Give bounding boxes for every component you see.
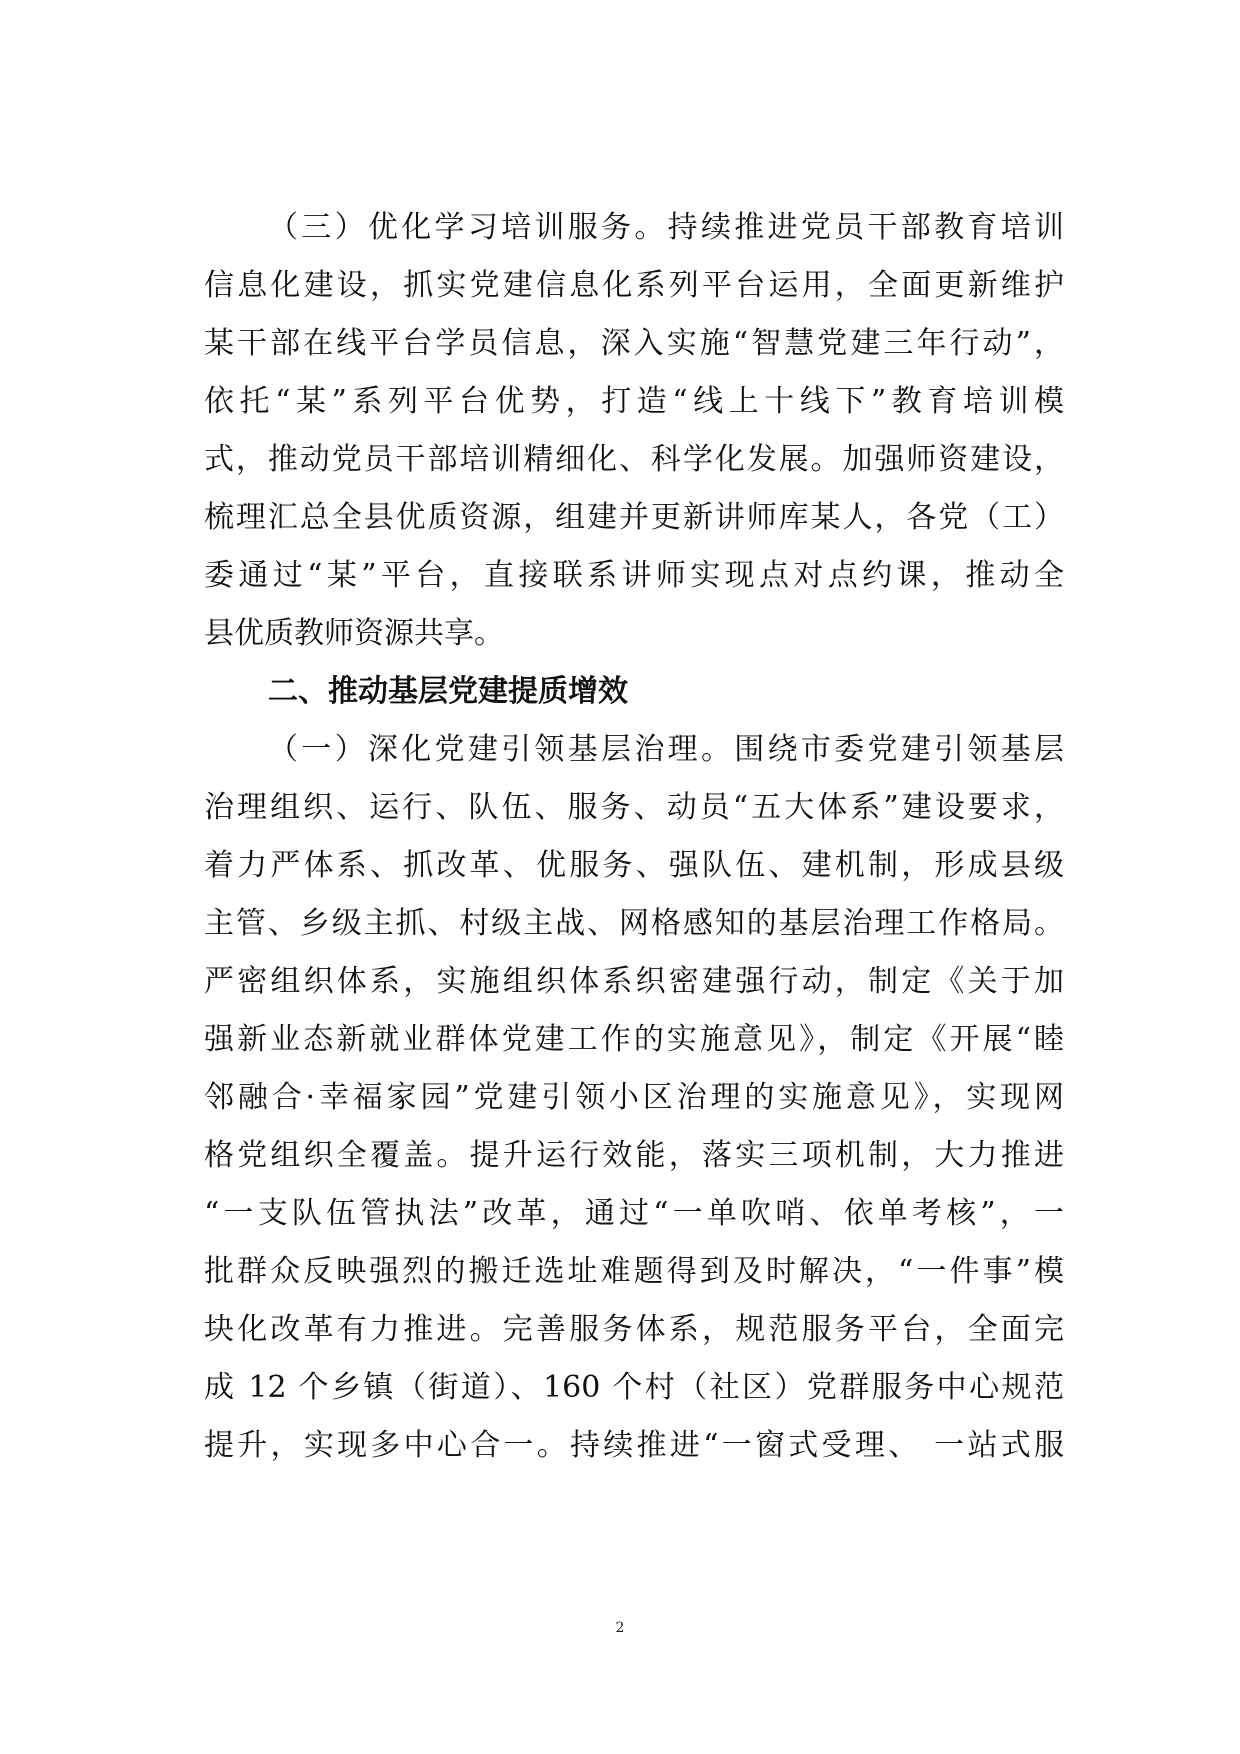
paragraph-1-line-13: 提升，实现多中心合一。持续推进“一窗式受理、 一站式服 xyxy=(204,1428,1064,1463)
paragraph-1-line-11: 块化改革有力推进。完善服务体系，规范服务平台，全面完 xyxy=(204,1312,1064,1347)
paragraph-3-line-4: 依托“某”系列平台优势，打造“线上十线下”教育培训模 xyxy=(204,384,1064,419)
section-heading: 二、推动基层党建提质增效 xyxy=(268,674,628,709)
paragraph-1-line-3: 着力严体系、抓改革、优服务、强队伍、建机制，形成县级 xyxy=(204,848,1064,883)
paragraph-1-line-6: 强新业态新就业群体党建工作的实施意见》，制定《开展“睦 xyxy=(204,1022,1064,1057)
paragraph-3-line-8: 县优质教师资源共享。 xyxy=(204,616,504,651)
paragraph-3-line-7: 委通过“某”平台，直接联系讲师实现点对点约课，推动全 xyxy=(204,558,1064,593)
paragraph-3-line-1: （三）优化学习培训服务。持续推进党员干部教育培训 xyxy=(268,210,1064,245)
paragraph-1-line-8: 格党组织全覆盖。提升运行效能，落实三项机制，大力推进 xyxy=(204,1138,1064,1173)
paragraph-1-line-9: “一支队伍管执法”改革，通过“一单吹哨、依单考核”，一 xyxy=(204,1196,1064,1231)
paragraph-1-line-7: 邻融合·幸福家园”党建引领小区治理的实施意见》，实现网 xyxy=(204,1080,1064,1115)
page-number: 2 xyxy=(615,1620,625,1636)
paragraph-1-line-5: 严密组织体系，实施组织体系织密建强行动，制定《关于加 xyxy=(204,964,1064,999)
paragraph-1-line-2: 治理组织、运行、队伍、服务、动员“五大体系”建设要求， xyxy=(204,790,1064,825)
paragraph-3-line-5: 式，推动党员干部培训精细化、科学化发展。加强师资建设， xyxy=(204,442,1064,477)
paragraph-3-line-2: 信息化建设，抓实党建信息化系列平台运用，全面更新维护 xyxy=(204,268,1064,303)
paragraph-3-line-3: 某干部在线平台学员信息，深入实施“智慧党建三年行动”， xyxy=(204,326,1064,361)
paragraph-1-line-4: 主管、乡级主抓、村级主战、网格感知的基层治理工作格局。 xyxy=(204,906,1064,941)
paragraph-3-line-6: 梳理汇总全县优质资源，组建并更新讲师库某人，各党（工） xyxy=(204,500,1064,535)
paragraph-1-line-1: （一）深化党建引领基层治理。围绕市委党建引领基层 xyxy=(268,732,1064,767)
paragraph-1-line-12: 成 12 个乡镇（街道）、160 个村（社区）党群服务中心规范 xyxy=(204,1370,1064,1405)
paragraph-1-line-10: 批群众反映强烈的搬迁选址难题得到及时解决，“一件事”模 xyxy=(204,1254,1064,1289)
